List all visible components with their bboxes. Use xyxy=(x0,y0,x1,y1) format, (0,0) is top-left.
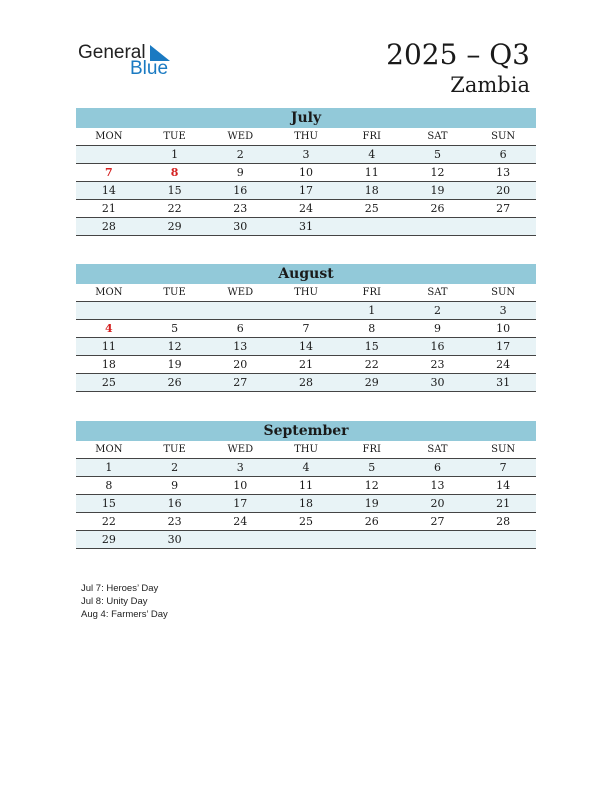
day-cell xyxy=(273,302,339,319)
day-cell: 13 xyxy=(233,340,248,353)
day-cell: 25 xyxy=(101,376,116,389)
day-cell: 8 xyxy=(368,322,376,335)
day-cell: 24 xyxy=(299,202,314,215)
day-cell: 6 xyxy=(499,148,507,161)
day-cell: 22 xyxy=(167,202,182,215)
day-cell xyxy=(207,531,273,548)
day-cell: 7 xyxy=(302,322,310,335)
day-cell: 18 xyxy=(299,497,314,510)
day-cell: 26 xyxy=(364,515,379,528)
weekday-label: FRI xyxy=(362,444,381,455)
day-cell: 19 xyxy=(364,497,379,510)
day-cell: 9 xyxy=(171,479,179,492)
day-cell: 3 xyxy=(236,461,244,474)
week-row xyxy=(76,531,536,549)
weekday-header-row xyxy=(76,128,536,146)
weekday-label: WED xyxy=(227,444,254,455)
day-cell: 17 xyxy=(233,497,248,510)
day-cell xyxy=(405,531,471,548)
day-cell xyxy=(470,218,536,235)
weekday-label: TUE xyxy=(163,444,186,455)
month-september xyxy=(76,421,536,549)
day-cell: 24 xyxy=(233,515,248,528)
day-cell: 27 xyxy=(430,515,445,528)
weekday-label: WED xyxy=(227,131,254,142)
day-cell: 17 xyxy=(299,184,314,197)
day-cell: 29 xyxy=(167,220,182,233)
day-cell: 13 xyxy=(430,479,445,492)
day-cell xyxy=(405,218,471,235)
day-cell: 20 xyxy=(496,184,511,197)
day-cell: 19 xyxy=(430,184,445,197)
day-cell: 6 xyxy=(433,461,441,474)
logo-blue-text: Blue xyxy=(130,58,169,79)
day-cell: 30 xyxy=(430,376,445,389)
day-cell: 18 xyxy=(101,358,116,371)
day-cell: 3 xyxy=(499,304,507,317)
week-row xyxy=(76,495,536,513)
day-cell: 13 xyxy=(496,166,511,179)
day-cell: 17 xyxy=(496,340,511,353)
generalblue-logo xyxy=(78,42,188,82)
holiday-notes xyxy=(81,582,168,621)
day-cell: 28 xyxy=(101,220,116,233)
day-cell: 11 xyxy=(101,340,116,353)
weekday-label: THU xyxy=(294,444,318,455)
day-cell: 5 xyxy=(433,148,441,161)
day-cell: 3 xyxy=(302,148,310,161)
day-cell: 31 xyxy=(496,376,511,389)
day-cell: 9 xyxy=(236,166,244,179)
day-cell xyxy=(142,302,208,319)
week-row xyxy=(76,374,536,392)
day-cell: 27 xyxy=(233,376,248,389)
week-row xyxy=(76,320,536,338)
day-cell: 11 xyxy=(299,479,314,492)
week-row xyxy=(76,477,536,495)
week-row xyxy=(76,356,536,374)
weekday-label: MON xyxy=(95,444,123,455)
day-cell: 23 xyxy=(430,358,445,371)
day-cell: 5 xyxy=(171,322,179,335)
holiday-note: Jul 7: Heroes’ Day xyxy=(81,583,159,594)
weekday-label: SUN xyxy=(491,131,516,142)
day-cell: 15 xyxy=(101,497,116,510)
day-cell xyxy=(470,531,536,548)
day-cell: 9 xyxy=(433,322,441,335)
weekday-label: THU xyxy=(294,131,318,142)
weekday-label: THU xyxy=(294,287,318,298)
month-august xyxy=(76,264,536,392)
day-cell: 21 xyxy=(496,497,511,510)
day-cell: 1 xyxy=(105,461,113,474)
day-cell: 16 xyxy=(167,497,182,510)
day-cell: 21 xyxy=(101,202,116,215)
day-cell: 31 xyxy=(299,220,314,233)
day-cell: 27 xyxy=(496,202,511,215)
day-cell: 28 xyxy=(496,515,511,528)
weekday-label: MON xyxy=(95,287,123,298)
day-cell xyxy=(273,531,339,548)
week-row xyxy=(76,200,536,218)
day-cell: 20 xyxy=(233,358,248,371)
holiday-note: Jul 8: Unity Day xyxy=(81,596,148,607)
day-cell: 28 xyxy=(299,376,314,389)
day-cell: 12 xyxy=(430,166,445,179)
day-cell: 10 xyxy=(299,166,314,179)
week-row xyxy=(76,182,536,200)
week-row xyxy=(76,218,536,236)
day-cell: 10 xyxy=(233,479,248,492)
page-title: 2025 – Q3 xyxy=(386,38,530,71)
month-title: September xyxy=(76,421,536,441)
day-cell xyxy=(207,302,273,319)
day-cell: 4 xyxy=(302,461,310,474)
day-cell: 30 xyxy=(233,220,248,233)
weekday-label: SUN xyxy=(491,287,516,298)
weekday-label: FRI xyxy=(362,131,381,142)
day-cell: 22 xyxy=(101,515,116,528)
month-title: July xyxy=(76,108,536,128)
day-cell: 20 xyxy=(430,497,445,510)
holiday-note: Aug 4: Farmers’ Day xyxy=(81,609,168,620)
day-cell: 7 xyxy=(105,166,113,179)
weekday-header-row xyxy=(76,284,536,302)
day-cell: 6 xyxy=(236,322,244,335)
day-cell: 4 xyxy=(368,148,376,161)
day-cell: 15 xyxy=(364,340,379,353)
day-cell: 21 xyxy=(299,358,314,371)
month-title: August xyxy=(76,264,536,284)
logo-general-text: General xyxy=(78,42,146,63)
day-cell xyxy=(339,218,405,235)
weekday-label: SAT xyxy=(427,287,448,298)
day-cell xyxy=(76,302,142,319)
day-cell: 8 xyxy=(170,166,179,179)
weekday-label: TUE xyxy=(163,287,186,298)
weekday-label: SAT xyxy=(427,131,448,142)
day-cell: 18 xyxy=(364,184,379,197)
day-cell: 2 xyxy=(433,304,441,317)
day-cell: 12 xyxy=(364,479,379,492)
day-cell: 24 xyxy=(496,358,511,371)
week-row xyxy=(76,338,536,356)
day-cell: 26 xyxy=(430,202,445,215)
day-cell: 8 xyxy=(105,479,113,492)
day-cell: 5 xyxy=(368,461,376,474)
week-row xyxy=(76,164,536,182)
month-july xyxy=(76,108,536,236)
day-cell: 14 xyxy=(101,184,116,197)
weekday-label: WED xyxy=(227,287,254,298)
weekday-label: SUN xyxy=(491,444,516,455)
day-cell: 23 xyxy=(233,202,248,215)
day-cell: 19 xyxy=(167,358,182,371)
weekday-label: SAT xyxy=(427,444,448,455)
day-cell: 16 xyxy=(233,184,248,197)
day-cell: 16 xyxy=(430,340,445,353)
day-cell: 25 xyxy=(364,202,379,215)
day-cell: 11 xyxy=(364,166,379,179)
day-cell: 1 xyxy=(171,148,179,161)
day-cell xyxy=(339,531,405,548)
day-cell: 14 xyxy=(299,340,314,353)
day-cell: 26 xyxy=(167,376,182,389)
day-cell: 4 xyxy=(105,322,113,335)
day-cell: 2 xyxy=(171,461,179,474)
day-cell: 12 xyxy=(167,340,182,353)
day-cell xyxy=(76,146,142,163)
weekday-label: FRI xyxy=(362,287,381,298)
country-name: Zambia xyxy=(450,73,530,97)
day-cell: 25 xyxy=(299,515,314,528)
day-cell: 15 xyxy=(167,184,182,197)
day-cell: 29 xyxy=(101,533,116,546)
day-cell: 7 xyxy=(499,461,507,474)
weekday-header-row xyxy=(76,441,536,459)
day-cell: 14 xyxy=(496,479,511,492)
weekday-label: TUE xyxy=(163,131,186,142)
week-row xyxy=(76,513,536,531)
day-cell: 29 xyxy=(364,376,379,389)
day-cell: 10 xyxy=(496,322,511,335)
day-cell: 23 xyxy=(167,515,182,528)
weekday-label: MON xyxy=(95,131,123,142)
week-row xyxy=(76,302,536,320)
week-row xyxy=(76,146,536,164)
day-cell: 1 xyxy=(368,304,376,317)
week-row xyxy=(76,459,536,477)
day-cell: 2 xyxy=(236,148,244,161)
day-cell: 22 xyxy=(364,358,379,371)
day-cell: 30 xyxy=(167,533,182,546)
